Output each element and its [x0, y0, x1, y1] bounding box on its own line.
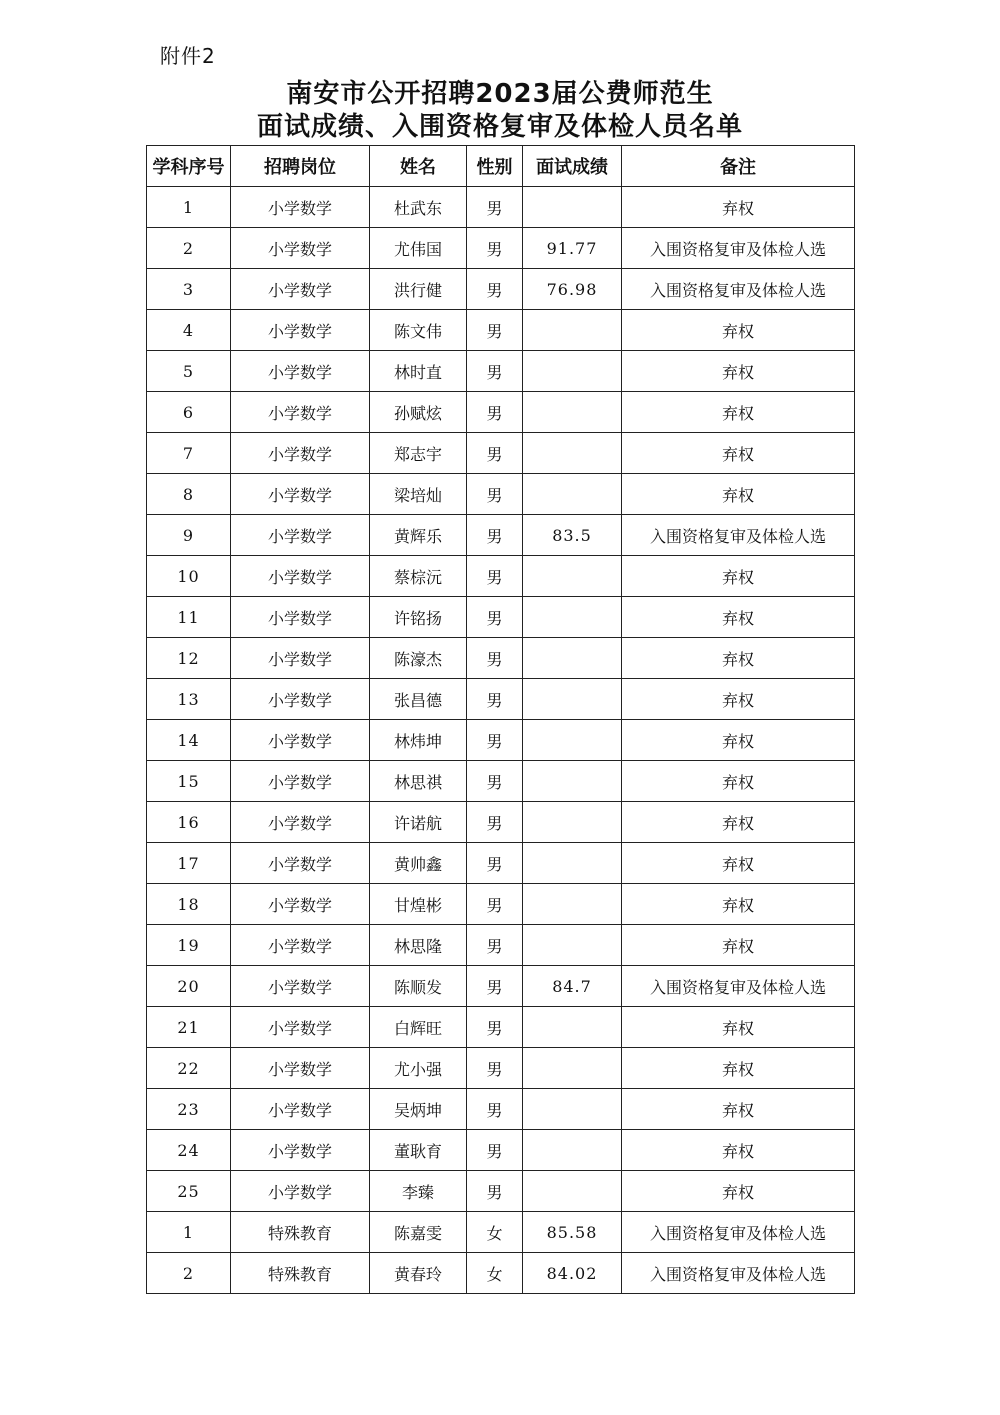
cell-seq: 23	[147, 1089, 231, 1130]
cell-post: 小学数学	[231, 269, 370, 310]
table-row	[147, 310, 855, 351]
cell-note: 弃权	[622, 433, 855, 474]
cell-name: 林时直	[370, 351, 467, 392]
cell-seq: 18	[147, 884, 231, 925]
cell-name: 许铭扬	[370, 597, 467, 638]
cell-score	[523, 392, 622, 433]
cell-gender: 男	[467, 1089, 523, 1130]
cell-score	[523, 679, 622, 720]
cell-score: 83.5	[523, 515, 622, 556]
cell-name: 蔡棕沅	[370, 556, 467, 597]
cell-post: 小学数学	[231, 679, 370, 720]
cell-note: 弃权	[622, 802, 855, 843]
cell-score	[523, 1130, 622, 1171]
cell-note: 弃权	[622, 1130, 855, 1171]
cell-gender: 男	[467, 351, 523, 392]
column-header-note: 备注	[622, 146, 855, 187]
table-row	[147, 925, 855, 966]
cell-name: 白辉旺	[370, 1007, 467, 1048]
cell-note: 弃权	[622, 597, 855, 638]
cell-name: 陈濠杰	[370, 638, 467, 679]
cell-note: 弃权	[622, 720, 855, 761]
cell-score	[523, 310, 622, 351]
cell-seq: 25	[147, 1171, 231, 1212]
cell-score	[523, 597, 622, 638]
cell-gender: 男	[467, 269, 523, 310]
cell-score	[523, 1048, 622, 1089]
cell-score: 91.77	[523, 228, 622, 269]
cell-name: 李臻	[370, 1171, 467, 1212]
cell-note: 入围资格复审及体检人选	[622, 228, 855, 269]
table-row	[147, 1171, 855, 1212]
cell-note: 入围资格复审及体检人选	[622, 515, 855, 556]
cell-score: 76.98	[523, 269, 622, 310]
cell-score	[523, 884, 622, 925]
cell-gender: 男	[467, 433, 523, 474]
cell-post: 小学数学	[231, 1007, 370, 1048]
table-row	[147, 1253, 855, 1294]
cell-gender: 男	[467, 966, 523, 1007]
cell-seq: 15	[147, 761, 231, 802]
cell-gender: 男	[467, 925, 523, 966]
table-row	[147, 638, 855, 679]
cell-note: 弃权	[622, 1007, 855, 1048]
cell-note: 弃权	[622, 392, 855, 433]
cell-score	[523, 474, 622, 515]
cell-gender: 女	[467, 1212, 523, 1253]
cell-post: 小学数学	[231, 1048, 370, 1089]
cell-gender: 男	[467, 597, 523, 638]
cell-name: 张昌德	[370, 679, 467, 720]
cell-note: 弃权	[622, 1048, 855, 1089]
cell-seq: 1	[147, 187, 231, 228]
cell-post: 小学数学	[231, 351, 370, 392]
attachment-label: 附件2	[160, 44, 216, 68]
cell-post: 小学数学	[231, 228, 370, 269]
column-header-seq: 学科序号	[147, 146, 231, 187]
table-row	[147, 1130, 855, 1171]
column-header-score: 面试成绩	[523, 146, 622, 187]
cell-note: 弃权	[622, 843, 855, 884]
table-row	[147, 351, 855, 392]
cell-seq: 10	[147, 556, 231, 597]
cell-post: 小学数学	[231, 925, 370, 966]
cell-post: 小学数学	[231, 802, 370, 843]
cell-name: 林炜坤	[370, 720, 467, 761]
cell-post: 小学数学	[231, 310, 370, 351]
cell-gender: 男	[467, 638, 523, 679]
cell-seq: 2	[147, 228, 231, 269]
cell-note: 弃权	[622, 679, 855, 720]
cell-note: 入围资格复审及体检人选	[622, 1253, 855, 1294]
table-row	[147, 433, 855, 474]
cell-seq: 4	[147, 310, 231, 351]
table-row	[147, 474, 855, 515]
cell-score	[523, 187, 622, 228]
cell-note: 弃权	[622, 1089, 855, 1130]
cell-post: 特殊教育	[231, 1212, 370, 1253]
cell-name: 董耿育	[370, 1130, 467, 1171]
cell-name: 甘煌彬	[370, 884, 467, 925]
cell-note: 弃权	[622, 638, 855, 679]
table-row	[147, 679, 855, 720]
cell-note: 弃权	[622, 351, 855, 392]
cell-name: 陈顺发	[370, 966, 467, 1007]
cell-seq: 16	[147, 802, 231, 843]
table-row	[147, 1212, 855, 1253]
cell-score	[523, 843, 622, 884]
table-row	[147, 187, 855, 228]
cell-gender: 男	[467, 187, 523, 228]
cell-seq: 22	[147, 1048, 231, 1089]
table-row	[147, 228, 855, 269]
cell-seq: 1	[147, 1212, 231, 1253]
cell-seq: 2	[147, 1253, 231, 1294]
cell-gender: 男	[467, 720, 523, 761]
table-row	[147, 843, 855, 884]
cell-post: 小学数学	[231, 1130, 370, 1171]
cell-note: 弃权	[622, 310, 855, 351]
cell-gender: 男	[467, 884, 523, 925]
cell-score: 84.7	[523, 966, 622, 1007]
cell-gender: 男	[467, 392, 523, 433]
cell-name: 吴炳坤	[370, 1089, 467, 1130]
cell-score	[523, 638, 622, 679]
cell-gender: 男	[467, 679, 523, 720]
cell-seq: 19	[147, 925, 231, 966]
cell-post: 小学数学	[231, 761, 370, 802]
cell-name: 洪行健	[370, 269, 467, 310]
cell-name: 陈嘉雯	[370, 1212, 467, 1253]
cell-post: 小学数学	[231, 1089, 370, 1130]
cell-post: 小学数学	[231, 392, 370, 433]
table-row	[147, 1089, 855, 1130]
cell-name: 林思祺	[370, 761, 467, 802]
cell-seq: 12	[147, 638, 231, 679]
cell-score	[523, 720, 622, 761]
cell-note: 入围资格复审及体检人选	[622, 269, 855, 310]
cell-seq: 3	[147, 269, 231, 310]
cell-note: 弃权	[622, 1171, 855, 1212]
column-header-gender: 性别	[467, 146, 523, 187]
cell-score: 84.02	[523, 1253, 622, 1294]
cell-note: 弃权	[622, 187, 855, 228]
cell-score	[523, 925, 622, 966]
cell-seq: 17	[147, 843, 231, 884]
table-row	[147, 515, 855, 556]
cell-post: 小学数学	[231, 433, 370, 474]
cell-gender: 男	[467, 1007, 523, 1048]
cell-name: 梁培灿	[370, 474, 467, 515]
table-header-row	[147, 146, 855, 187]
cell-name: 尤伟国	[370, 228, 467, 269]
cell-gender: 女	[467, 1253, 523, 1294]
cell-seq: 20	[147, 966, 231, 1007]
table-row	[147, 269, 855, 310]
column-header-name: 姓名	[370, 146, 467, 187]
cell-name: 郑志宇	[370, 433, 467, 474]
cell-gender: 男	[467, 1048, 523, 1089]
cell-note: 弃权	[622, 761, 855, 802]
cell-gender: 男	[467, 761, 523, 802]
table-row	[147, 392, 855, 433]
table-row	[147, 1007, 855, 1048]
cell-score	[523, 761, 622, 802]
cell-score	[523, 1171, 622, 1212]
table-row	[147, 556, 855, 597]
column-header-post: 招聘岗位	[231, 146, 370, 187]
cell-post: 小学数学	[231, 187, 370, 228]
cell-name: 黄春玲	[370, 1253, 467, 1294]
cell-gender: 男	[467, 1130, 523, 1171]
cell-score	[523, 1089, 622, 1130]
cell-score	[523, 1007, 622, 1048]
cell-post: 特殊教育	[231, 1253, 370, 1294]
cell-name: 林思隆	[370, 925, 467, 966]
cell-gender: 男	[467, 556, 523, 597]
cell-gender: 男	[467, 474, 523, 515]
cell-score: 85.58	[523, 1212, 622, 1253]
cell-seq: 6	[147, 392, 231, 433]
cell-post: 小学数学	[231, 597, 370, 638]
candidate-table	[146, 145, 855, 1294]
cell-name: 陈文伟	[370, 310, 467, 351]
cell-post: 小学数学	[231, 843, 370, 884]
cell-score	[523, 802, 622, 843]
cell-seq: 14	[147, 720, 231, 761]
cell-note: 入围资格复审及体检人选	[622, 966, 855, 1007]
cell-gender: 男	[467, 843, 523, 884]
cell-post: 小学数学	[231, 556, 370, 597]
cell-name: 孙赋炫	[370, 392, 467, 433]
document-title-line2: 面试成绩、入围资格复审及体检人员名单	[256, 112, 743, 142]
cell-seq: 24	[147, 1130, 231, 1171]
cell-gender: 男	[467, 515, 523, 556]
cell-name: 黄辉乐	[370, 515, 467, 556]
table-row	[147, 761, 855, 802]
cell-note: 弃权	[622, 884, 855, 925]
cell-seq: 13	[147, 679, 231, 720]
cell-seq: 9	[147, 515, 231, 556]
table-row	[147, 884, 855, 925]
cell-gender: 男	[467, 802, 523, 843]
cell-score	[523, 433, 622, 474]
table-row	[147, 597, 855, 638]
table-row	[147, 1048, 855, 1089]
cell-name: 许诺航	[370, 802, 467, 843]
cell-note: 弃权	[622, 556, 855, 597]
table-row	[147, 802, 855, 843]
cell-post: 小学数学	[231, 474, 370, 515]
cell-post: 小学数学	[231, 1171, 370, 1212]
cell-score	[523, 351, 622, 392]
cell-seq: 11	[147, 597, 231, 638]
cell-post: 小学数学	[231, 966, 370, 1007]
cell-seq: 21	[147, 1007, 231, 1048]
cell-note: 弃权	[622, 925, 855, 966]
cell-post: 小学数学	[231, 638, 370, 679]
cell-post: 小学数学	[231, 884, 370, 925]
document-title-line1: 南安市公开招聘2023届公费师范生	[286, 79, 714, 109]
cell-seq: 8	[147, 474, 231, 515]
cell-name: 黄帅鑫	[370, 843, 467, 884]
table-row	[147, 720, 855, 761]
cell-note: 入围资格复审及体检人选	[622, 1212, 855, 1253]
cell-note: 弃权	[622, 474, 855, 515]
cell-gender: 男	[467, 310, 523, 351]
cell-post: 小学数学	[231, 515, 370, 556]
cell-gender: 男	[467, 228, 523, 269]
cell-post: 小学数学	[231, 720, 370, 761]
cell-name: 杜武东	[370, 187, 467, 228]
cell-seq: 7	[147, 433, 231, 474]
table-row	[147, 966, 855, 1007]
cell-seq: 5	[147, 351, 231, 392]
cell-score	[523, 556, 622, 597]
cell-name: 尤小强	[370, 1048, 467, 1089]
cell-gender: 男	[467, 1171, 523, 1212]
